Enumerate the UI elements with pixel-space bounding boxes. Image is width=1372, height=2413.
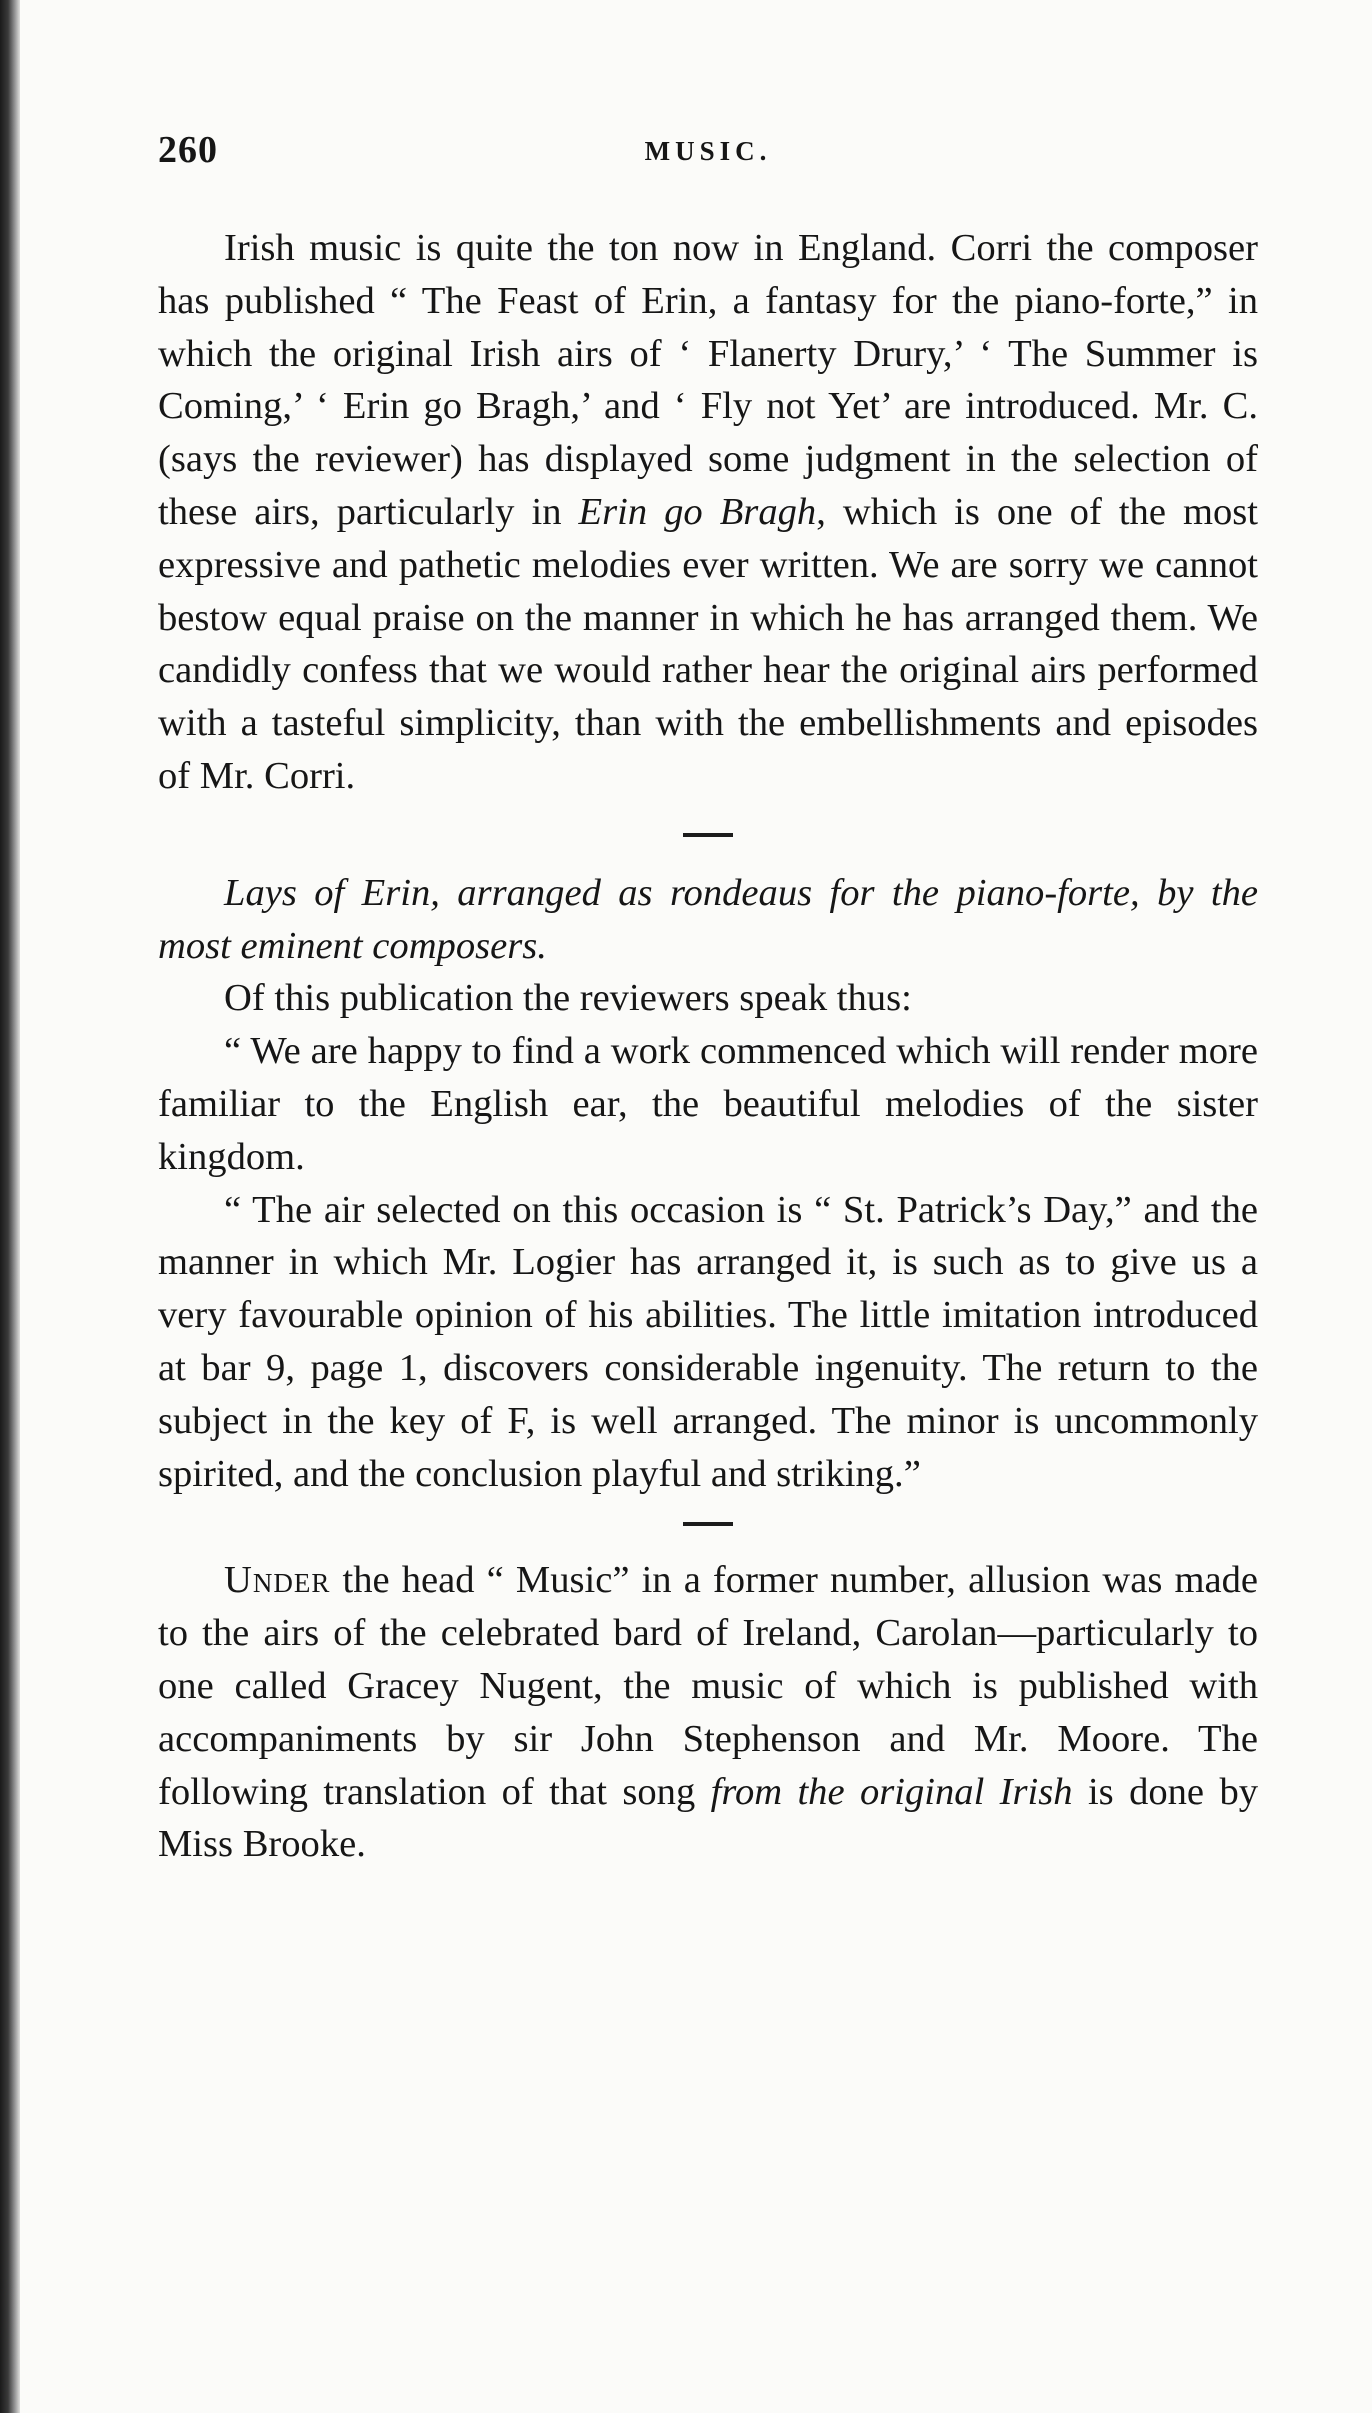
book-page (158, 128, 1258, 1871)
section-rule (683, 833, 733, 837)
paragraph-1-text-b: , which is one of the most expressive and pathetic melodies ever written. We are sorry we cannot bestow equal praise on the manner in which he has arranged them. We candidly confess that we would rather hear the original airs performed with a tasteful simplicity, than with the embellishments and episodes of Mr. Corri. (158, 490, 1259, 797)
page-number: 260 (158, 129, 218, 171)
body-text (158, 222, 1258, 1871)
paragraph-carolan (158, 1554, 1258, 1871)
binding-edge (0, 0, 20, 2413)
section-rule (683, 1522, 733, 1526)
running-head (158, 128, 1258, 188)
paragraph-5-text-b: is done by Miss Brooke. (158, 1770, 1259, 1866)
paragraph-5-italic: from the original Irish (710, 1770, 1073, 1813)
header-title: MUSIC. (644, 136, 772, 166)
paragraph-corri-feast-of-erin (158, 222, 1258, 803)
paragraph-5-lead-word: Under (224, 1559, 331, 1602)
paragraph-reviewers-intro: Of this publication the reviewers speak thus: (224, 977, 912, 1020)
paragraph-1-text-a: Irish music is quite the ton now in England. Corri the composer has published “ The Feast of Erin, a fantasy for the piano-forte,” in which the original Irish airs of ‘ Flanerty Drury,’ ‘ The Summer is Coming,’ ‘ Erin go Bragh,’ and ‘ Fly not Yet’ are introduced. Mr. C. (says the reviewer) has displayed some judgment in the selection of these airs, particularly in (158, 227, 1258, 533)
paragraph-1-italic: Erin go Bragh (578, 490, 817, 533)
section-heading-lays-of-erin: Lays of Erin, arranged as rondeaus for the piano-forte, by the most eminent composers. (158, 871, 1258, 967)
paragraph-5-text-a: the head “ Music” in a former number, allusion was made to the airs of the celebrated bard of Ireland, Carolan—particularly to one called Gracey Nugent, the music of which is published with accompaniments by sir John Stephenson and Mr. Moore. The following translation of that song (158, 1559, 1258, 1813)
paragraph-review-quote-2: “ The air selected on this occasion is “ St. Patrick’s Day,” and the manner in which Mr. Logier has arranged it, is such as to give us a very favourable opinion of his abilities. The little imitation introduced at bar 9, page 1, discovers considerable ingenuity. The return to the subject in the key of F, is well arranged. The minor is uncommonly spirited, and the conclusion playful and striking.” (158, 1188, 1258, 1495)
paragraph-review-quote-1: “ We are happy to find a work commenced which will render more familiar to the English ear, the beautiful melodies of the sister kingdom. (158, 1030, 1258, 1178)
